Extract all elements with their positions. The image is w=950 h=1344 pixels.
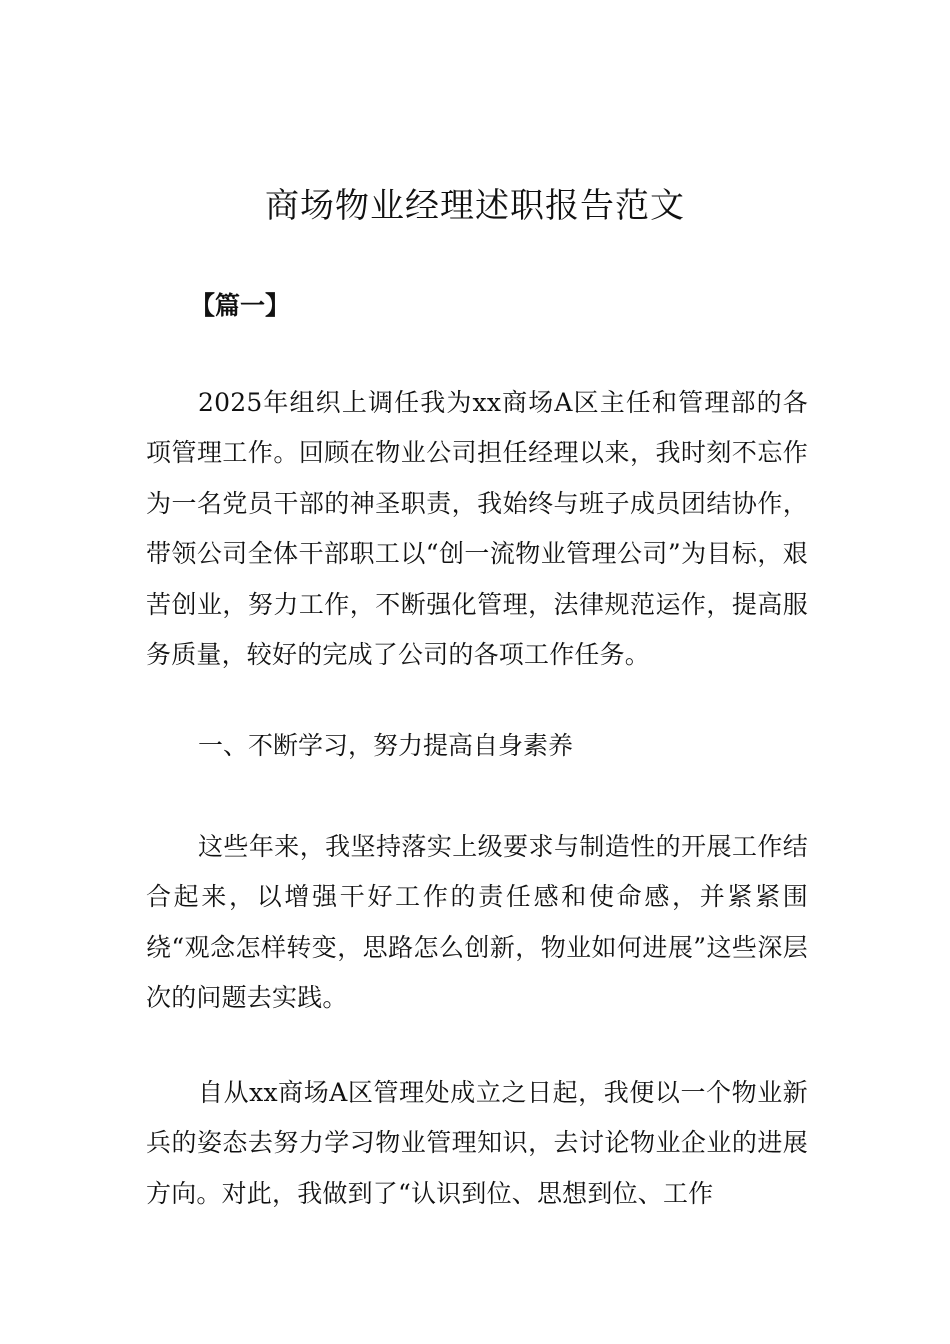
document-title: 商场物业经理述职报告范文 [265,186,685,226]
section-label: 【篇一】 [190,291,291,320]
paragraph-study: 这些年来，我坚持落实上级要求与制造性的开展工作结合起来，以增强干好工作的责任感和使命感，并紧紧围绕“观念怎样转变，思路怎么创新，物业如何进展”这些深层次的问题去实践。 [146,832,808,1013]
paragraph-intro: 2025年组织上调任我为xx商场A区主任和管理部的各项管理工作。回顾在物业公司担任经理以来，我时刻不忘作为一名党员干部的神圣职责，我始终与班子成员团结协作，带领公司全体干部职工以“创一流物业管理公司”为目标，艰苦创业，努力工作，不断强化管理，法律规范运作，提高服务质量，较好的完成了公司的各项工作任务。 [146,388,808,670]
section-heading-1: 一、不断学习，努力提高自身素养 [198,731,574,760]
paragraph-learning: 自从xx商场A区管理处成立之日起，我便以一个物业新兵的姿态去努力学习物业管理知识，去讨论物业企业的进展方向。对此，我做到了“认识到位、思想到位、工作 [146,1078,808,1208]
